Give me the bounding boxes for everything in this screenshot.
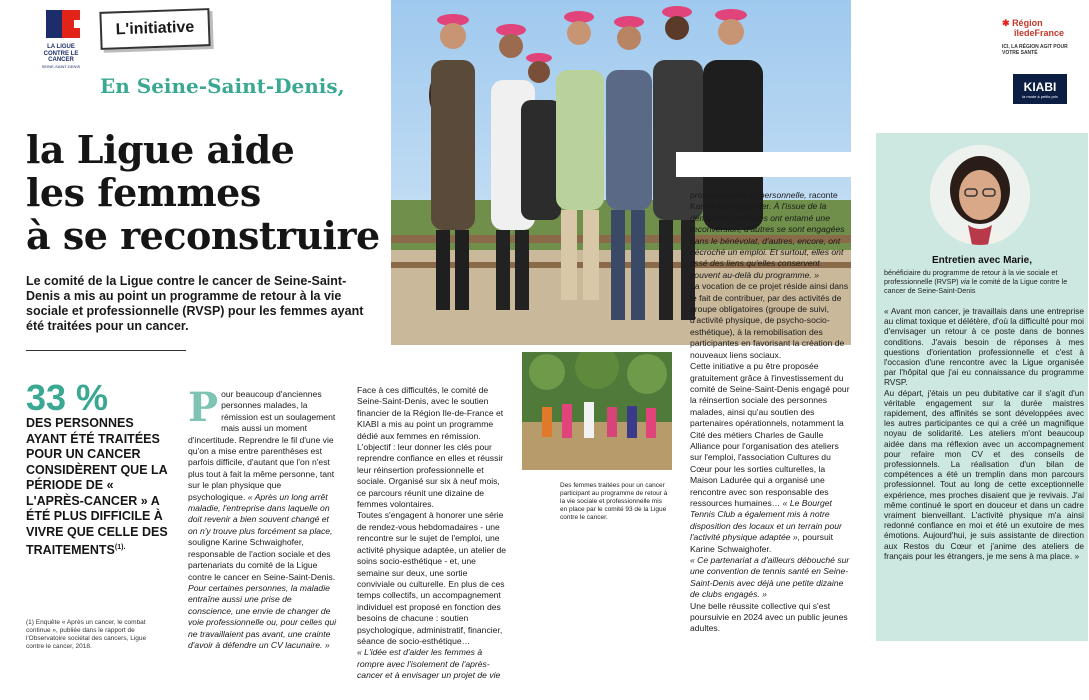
ligue-logo-icon: [42, 6, 86, 42]
interview-body: « Avant mon cancer, je travaillais dans une entreprise au climat toxique et délétère, d'où la difficulté pour moi d'envisager un retour à ce poste dans de bonnes conditions. J'avais besoin de réponses à mes questions d'orientation professionnelle et c'est à l'occasion d'une rencontre avec la Ligue organisée par l'hôpital que j'ai eu connaissance du programme RVSP. Au départ, j'étais un peu dubitative car il s'agit d'un véritable engagement sur la durée maistres rapidement, des affinités se sont développées avec les autres participantes ce qui a créé un magnifique noyau de solidarité. Les ateliers m'ont beaucoup aidée dans ma réflexion avec un accompagnement pour refaire mon CV et des conseils de professionnels. La réalisation d'un bilan de compétences a été un tremplin dans mon parcours professionnel. Tout au long de cette exceptionnelle expérience, mes proches disaient que je revivais. J'ai même continué le sport en douceur et dans un cadre vraiment bienveillant. L'activité physique m'a ainsi redonné confiance en moi et été un exutoire de mes émotions. Aujourd'hui, je suis assistante de direction aux Restos du Cœur et j'anime des ateliers de français pour les étrangers, je me sens à ma place. »: [884, 306, 1084, 561]
activity-photo: [522, 352, 672, 470]
stat-number: 33 %: [26, 377, 109, 418]
divider: [26, 350, 186, 351]
kicker: En Seine-Saint-Denis,: [100, 74, 345, 98]
lead-paragraph: Le comité de la Ligue contre le cancer de Seine-Saint-Denis a mis au point un programme de retour à la vie sociale et professionnelle (RVSP) pour les femmes ayant été traitées pour un cancer.: [26, 274, 364, 333]
article-column-3: professionnelle et personnelle, raconte Karine Schwaighofer. À l'issue de la démarche, certaines ont entamé une reconversion, d'autres se sont engagées dans le bénévolat, d'autres, encore, ont décroché un emploi. Et surtout, elles ont tissé des liens qu'elles conservent souvent au-delà du programme. » La vocation de ce projet réside ainsi dans le fait de contribuer, par des activités de groupe obligatoires (groupe de suivi, d'activité physique, de psycho-socio-esthétique), à la remobilisation des participantes en favorisant la création de nouveaux liens sociaux. Cette initiative a pu être proposée gratuitement grâce à l'investissement du comité de Seine-Saint-Denis engagé pour la réinsertion sociale des personnes malades, ainsi qu'au soutien des partenaires opérationnels, notamment la Cité des métiers Charles de Gaulle Alliance pour l'organisation des ateliers sur l'emploi, l'association Cultures du Cœur pour les sorties culturelles, la Maison Ladurée qui a organisé une rencontre avec son responsable des ressources humaines… « Le Bourget Tennis Club a également mis à notre disposition des locaux et un terrain pour l'activité physique adaptée », poursuit Karine Schwaighofer. « Ce partenariat a d'ailleurs débouché sur une convention de tennis santé en Seine-Saint-Denis avec déjà une petite dizaine de clubs engagés. » Une belle réussite collective qui s'est poursuivie en 2024 avec un public jeunes adultes.: [690, 190, 850, 634]
headline: la Ligue aide les femmes à se reconstruire: [26, 127, 380, 258]
kiabi-logo: KIABI la mode à petits prix: [1013, 74, 1067, 104]
stat-text: DES PERSONNES AYANT ÉTÉ TRAITÉES POUR UN CANCER CONSIDÈRENT QUE LA PÉRIODE DE « L'APRÈS-CANCER » A ÉTÉ PLUS DIFFICILE À VIVRE QUE CELLE DES $TRAITEMENTS^{(1).}$: [26, 416, 168, 558]
article-column-2: Face à ces difficultés, le comité de Seine-Saint-Denis, avec le soutien financier de la Région Ile-de-France et KIABI a mis au point un programme dédié aux femmes en rémission. L'objectif : leur donner les clés pour reprendre confiance en elles et réussir leur réinsertion professionnelle et sociale. Organisé sur six à neuf mois, ce parcours réunit une dizaine de femmes volontaires. Toutes s'engagent à honorer une série de rendez-vous hebdomadaires - une rencontre sur le sujet de l'emploi, une activité physique adaptée, un atelier de soins socio-esthétique - et, une semaine sur deux, une sortie conviviale ou culturelle. En plus de ces temps collectifs, un accompagnement individuel est proposé en fonction des besoins de chacune : soutien psychologique, administratif, financier, séance de socio-esthétique… « L'idée est d'aider les femmes à rompre avec l'isolement de l'après-cancer et à envisager un projet de vie: [357, 385, 507, 681]
region-logo: ✱ Région îledeFrance ICI, LA RÉGION AGIT POUR VOTRE SANTÉ: [1002, 18, 1068, 56]
dropcap: P: [188, 384, 219, 431]
interview-title: Entretien avec Marie,: [931, 255, 1033, 266]
photo-caption: Des femmes traitées pour un cancer participant au programme de retour à la vie sociale et professionnelle mis en place par le comité 93 de la Ligue contre le cancer.: [560, 482, 668, 521]
interview-subtitle: bénéficiaire du programme de retour à la vie sociale et professionnelle (RVSP) via le comité de la Ligue contre le cancer de Seine-Saint-Denis: [884, 268, 1068, 295]
region-star-icon: ✱: [1002, 18, 1010, 28]
footnote: (1) Enquête « Après un cancer, le combat continue », publiée dans le rapport de l'Observatoire sociétal des cancers, Ligue contre le cancer, 2018.: [26, 619, 147, 650]
article-column-1: Pour beaucoup d'anciennes personnes malades, la rémission est un soulagement mais aussi un moment d'incertitude. Reprendre le fil d'une vie qu'on a mise entre parenthèses est parfois difficile, d'autant que l'on n'est plus tout à fait la même personne, tant sur le plan physique que psychologique. « Après un long arrêt maladie, l'entreprise dans laquelle on doit revenir a bien souvent changé et on n'y trouve plus forcément sa place, souligne Karine Schwaighofer, responsable de l'action sociale et des partenariats du comité de la Ligue contre le cancer en Seine-Saint-Denis. Pour certaines personnes, la maladie entraîne aussi une prise de conscience, une envie de changer de voie professionnelle ou, pour celles qui ne travaillaient pas avant, une crainte d'avoir à défendre un CV lacunaire. »: [188, 384, 337, 650]
portrait-photo: [930, 145, 1030, 245]
logo-text: LA LIGUE CONTRE LE CANCER SEINE-SAINT-DENIS: [41, 44, 81, 69]
photo-cutout: [676, 152, 871, 177]
initiative-badge: L'initiative: [99, 8, 210, 50]
